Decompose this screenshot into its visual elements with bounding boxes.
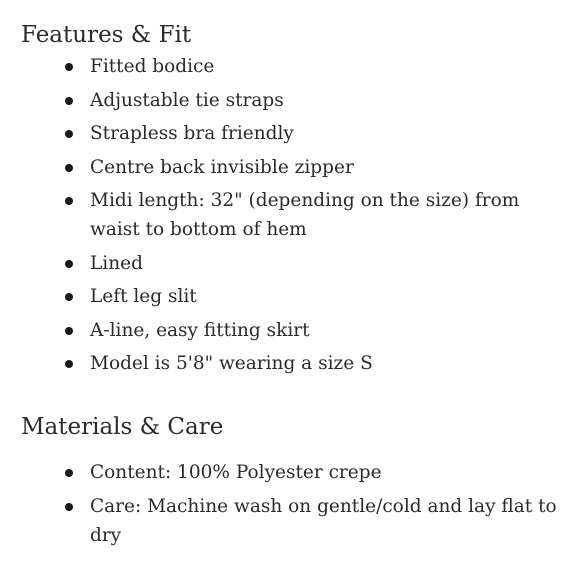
bullet-icon bbox=[65, 164, 73, 172]
list-item bbox=[0, 153, 580, 182]
list-item-text: Lined bbox=[90, 252, 143, 274]
list-item bbox=[0, 282, 580, 311]
list-item-text: Fitted bodice bbox=[90, 56, 215, 77]
materials-care-heading: Materials & Care bbox=[21, 414, 224, 440]
list-item-text: Strapless bra friendly bbox=[90, 123, 294, 144]
list-item-text: Model is 5'8" wearing a size S bbox=[90, 353, 373, 374]
bullet-icon bbox=[65, 503, 73, 511]
list-item bbox=[0, 492, 580, 550]
bullet-icon bbox=[65, 260, 73, 268]
list-item-text: Content: 100% Polyester crepe bbox=[90, 462, 382, 483]
list-item-text: Midi length: 32" (depending on the size) from waist to bottom of hem bbox=[90, 190, 520, 240]
bullet-icon bbox=[65, 130, 73, 138]
bullet-icon bbox=[65, 197, 73, 205]
list-item-text: A-line, easy fitting skirt bbox=[90, 319, 310, 341]
bullet-icon bbox=[65, 97, 73, 105]
materials-care-list bbox=[0, 458, 580, 554]
list-item-text: Care: Machine wash on gentle/cold and lay flat to dry bbox=[90, 495, 557, 546]
bullet-icon bbox=[65, 293, 73, 301]
bullet-icon bbox=[65, 360, 73, 368]
list-item bbox=[0, 316, 580, 345]
list-item bbox=[0, 86, 580, 115]
list-item bbox=[0, 458, 580, 487]
bullet-icon bbox=[65, 327, 73, 335]
list-item-text: Left leg slit bbox=[90, 286, 197, 307]
bullet-icon bbox=[65, 63, 73, 71]
features-fit-list bbox=[0, 52, 580, 383]
bullet-icon bbox=[65, 469, 73, 477]
list-item bbox=[0, 52, 580, 81]
list-item bbox=[0, 119, 580, 148]
list-item-text: Adjustable tie straps bbox=[90, 89, 284, 111]
features-fit-heading: Features & Fit bbox=[21, 22, 192, 48]
list-item bbox=[0, 249, 580, 278]
list-item-text: Centre back invisible zipper bbox=[90, 156, 354, 178]
list-item bbox=[0, 186, 580, 244]
list-item bbox=[0, 349, 580, 378]
